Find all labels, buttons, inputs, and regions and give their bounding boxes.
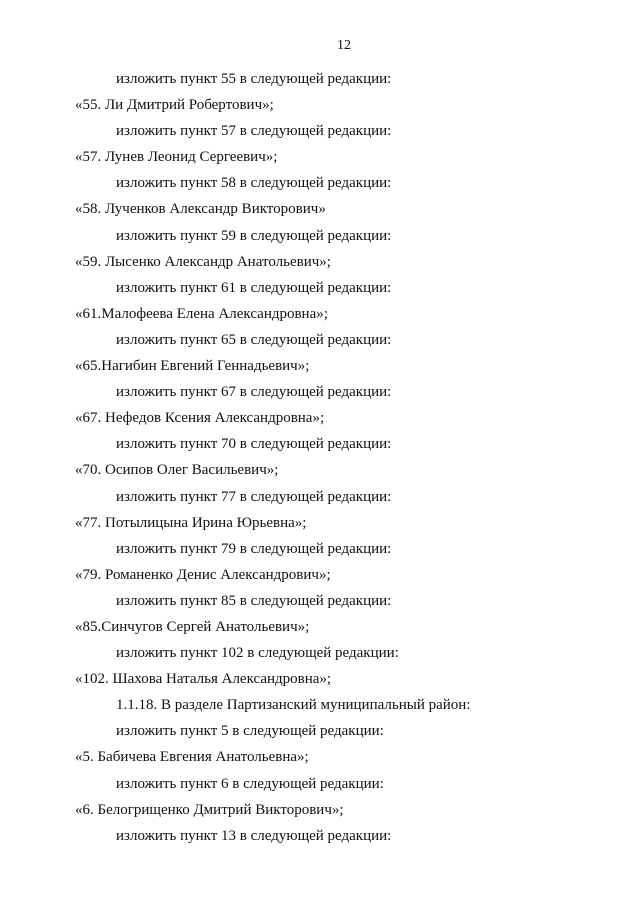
amendment-instruction: изложить пункт 65 в следующей редакции: [116,331,392,348]
amended-item: «55. Ли Дмитрий Робертович»; [75,97,274,114]
amendment-instruction: изложить пункт 13 в следующей редакции: [116,827,392,844]
amended-item: «58. Лученков Александр Викторович» [75,201,326,218]
amended-item: «6. Белогрищенко Дмитрий Викторович»; [75,801,344,818]
document-body [0,66,640,849]
amendment-instruction: изложить пункт 6 в следующей редакции: [116,775,384,792]
amended-item: «59. Лысенко Александр Анатольевич»; [75,253,331,270]
amended-item: «79. Романенко Денис Александрович»; [75,566,331,583]
amended-item: «5. Бабичева Евгения Анатольевна»; [75,749,309,766]
section-heading: 1.1.18. В разделе Партизанский муниципальный район: [116,697,471,714]
amended-item: «77. Потылицына Ирина Юрьевна»; [75,514,307,531]
amended-item: «57. Лунев Леонид Сергеевич»; [75,149,278,166]
amendment-instruction: изложить пункт 57 в следующей редакции: [116,123,392,140]
amended-item: «65.Нагибин Евгений Геннадьевич»; [75,358,310,375]
amendment-instruction: изложить пункт 79 в следующей редакции: [116,540,392,557]
amended-item: «67. Нефедов Ксения Александровна»; [75,410,325,427]
amended-item: «61.Малофеева Елена Александровна»; [75,305,328,322]
amendment-instruction: изложить пункт 58 в следующей редакции: [116,175,392,192]
amendment-instruction: изложить пункт 61 в следующей редакции: [116,279,392,296]
amended-item: «85.Синчугов Сергей Анатольевич»; [75,618,310,635]
amendment-instruction: изложить пункт 55 в следующей редакции: [116,71,392,87]
amended-item: «102. Шахова Наталья Александровна»; [75,671,332,688]
amendment-instruction: изложить пункт 77 в следующей редакции: [116,488,392,505]
amendment-instruction: изложить пункт 67 в следующей редакции: [116,384,392,401]
amendment-instruction: изложить пункт 70 в следующей редакции: [116,436,392,453]
page-number: 12 [337,38,351,53]
amendment-instruction: изложить пункт 59 в следующей редакции: [116,227,392,244]
amendment-instruction: изложить пункт 5 в следующей редакции: [116,723,384,740]
amended-item: «70. Осипов Олег Васильевич»; [75,462,279,479]
amendment-instruction: изложить пункт 85 в следующей редакции: [116,592,392,609]
amendment-instruction: изложить пункт 102 в следующей редакции: [116,645,399,662]
